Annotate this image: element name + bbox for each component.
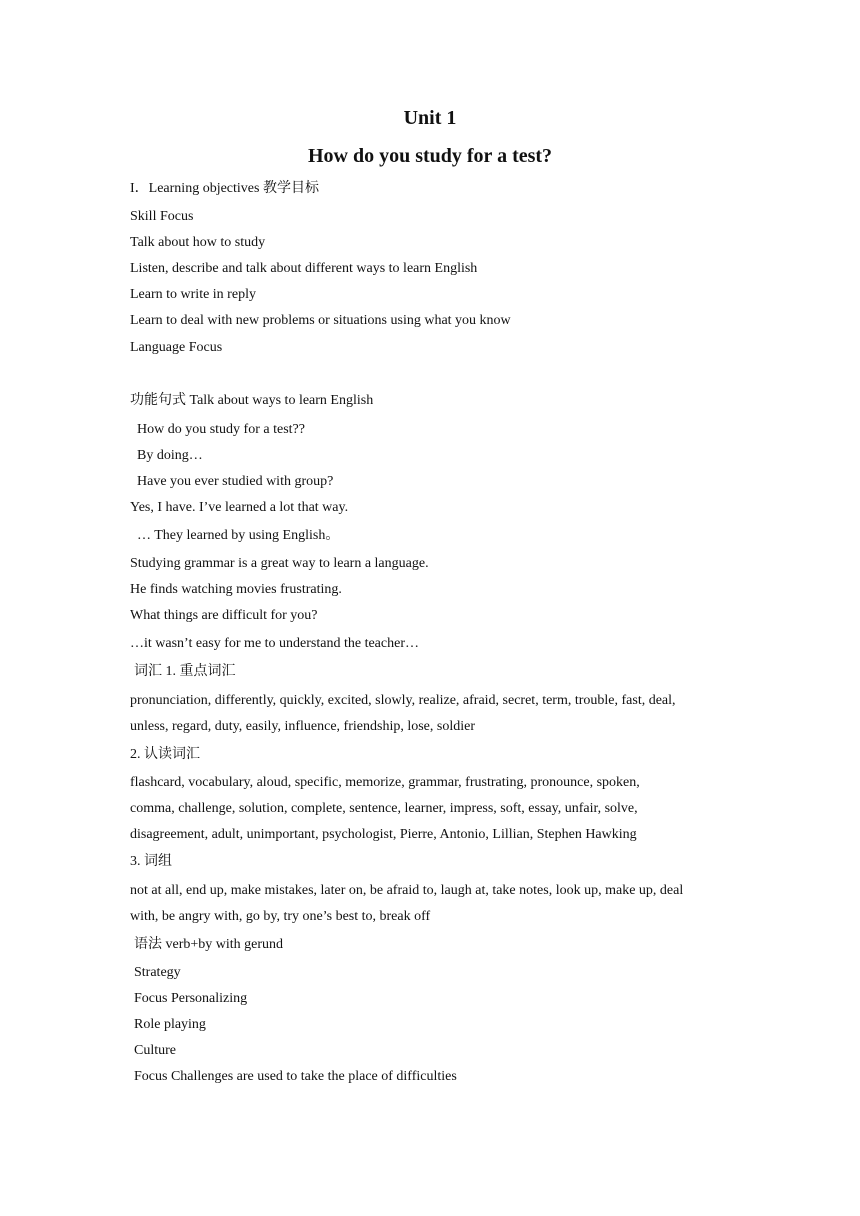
strategy-line: Focus Personalizing bbox=[134, 991, 248, 1006]
recognition-vocabulary-text: comma, challenge, solution, complete, sentence, learner, impress, soft, essay, unfair, solve, bbox=[130, 801, 638, 816]
phrases-heading: 3. 词组 bbox=[130, 854, 172, 869]
function-sentence: By doing… bbox=[137, 448, 203, 463]
function-sentence: Studying grammar is a great way to learn a language. bbox=[130, 556, 429, 571]
function-sentence: What things are difficult for you? bbox=[130, 608, 318, 623]
phrases-text: not at all, end up, make mistakes, later on, be afraid to, laugh at, take notes, look up, make up, deal bbox=[130, 883, 684, 898]
function-sentence: He finds watching movies frustrating. bbox=[130, 582, 342, 597]
unit-heading: Unit 1 bbox=[403, 107, 457, 129]
function-sentence: How do you study for a test?? bbox=[137, 422, 305, 437]
recognition-vocabulary-heading: 2. 认读词汇 bbox=[130, 747, 200, 762]
culture-line: Culture bbox=[134, 1043, 176, 1058]
skill-item: Learn to write in reply bbox=[130, 287, 256, 302]
objectives-heading: I．Learning objectives 教学目标 bbox=[130, 181, 319, 196]
function-sentence: …it wasn’t easy for me to understand the teacher… bbox=[130, 636, 419, 651]
skill-item: Listen, describe and talk about different ways to learn English bbox=[130, 261, 478, 276]
strategy-line: Strategy bbox=[134, 965, 181, 980]
grammar-line: 语法 verb+by with gerund bbox=[134, 937, 284, 952]
key-vocabulary-heading: 词汇 1. 重点词汇 bbox=[134, 664, 236, 679]
strategy-line: Role playing bbox=[134, 1017, 206, 1032]
recognition-vocabulary-text: flashcard, vocabulary, aloud, specific, memorize, grammar, frustrating, pronounce, spoken, bbox=[130, 775, 640, 790]
function-sentence: Have you ever studied with group? bbox=[137, 474, 334, 489]
function-sentence: Yes, I have. I’ve learned a lot that way. bbox=[130, 500, 349, 515]
functions-heading: 功能句式 Talk about ways to learn English bbox=[130, 393, 374, 408]
language-focus-label: Language Focus bbox=[130, 340, 223, 355]
key-vocabulary-text: pronunciation, differently, quickly, excited, slowly, realize, afraid, secret, term, trouble, fast, deal, bbox=[130, 693, 676, 708]
culture-line: Focus Challenges are used to take the place of difficulties bbox=[134, 1069, 457, 1084]
skill-item: Talk about how to study bbox=[130, 235, 266, 250]
page-title: How do you study for a test? bbox=[307, 145, 553, 167]
key-vocabulary-text: unless, regard, duty, easily, influence, friendship, lose, soldier bbox=[130, 719, 475, 734]
skill-item: Learn to deal with new problems or situations using what you know bbox=[130, 313, 511, 328]
recognition-vocabulary-text: disagreement, adult, unimportant, psychologist, Pierre, Antonio, Lillian, Stephen Hawking bbox=[130, 827, 637, 842]
function-sentence: … They learned by using English。 bbox=[137, 528, 340, 543]
phrases-text: with, be angry with, go by, try one’s best to, break off bbox=[130, 909, 431, 924]
skill-focus-label: Skill Focus bbox=[130, 209, 194, 224]
